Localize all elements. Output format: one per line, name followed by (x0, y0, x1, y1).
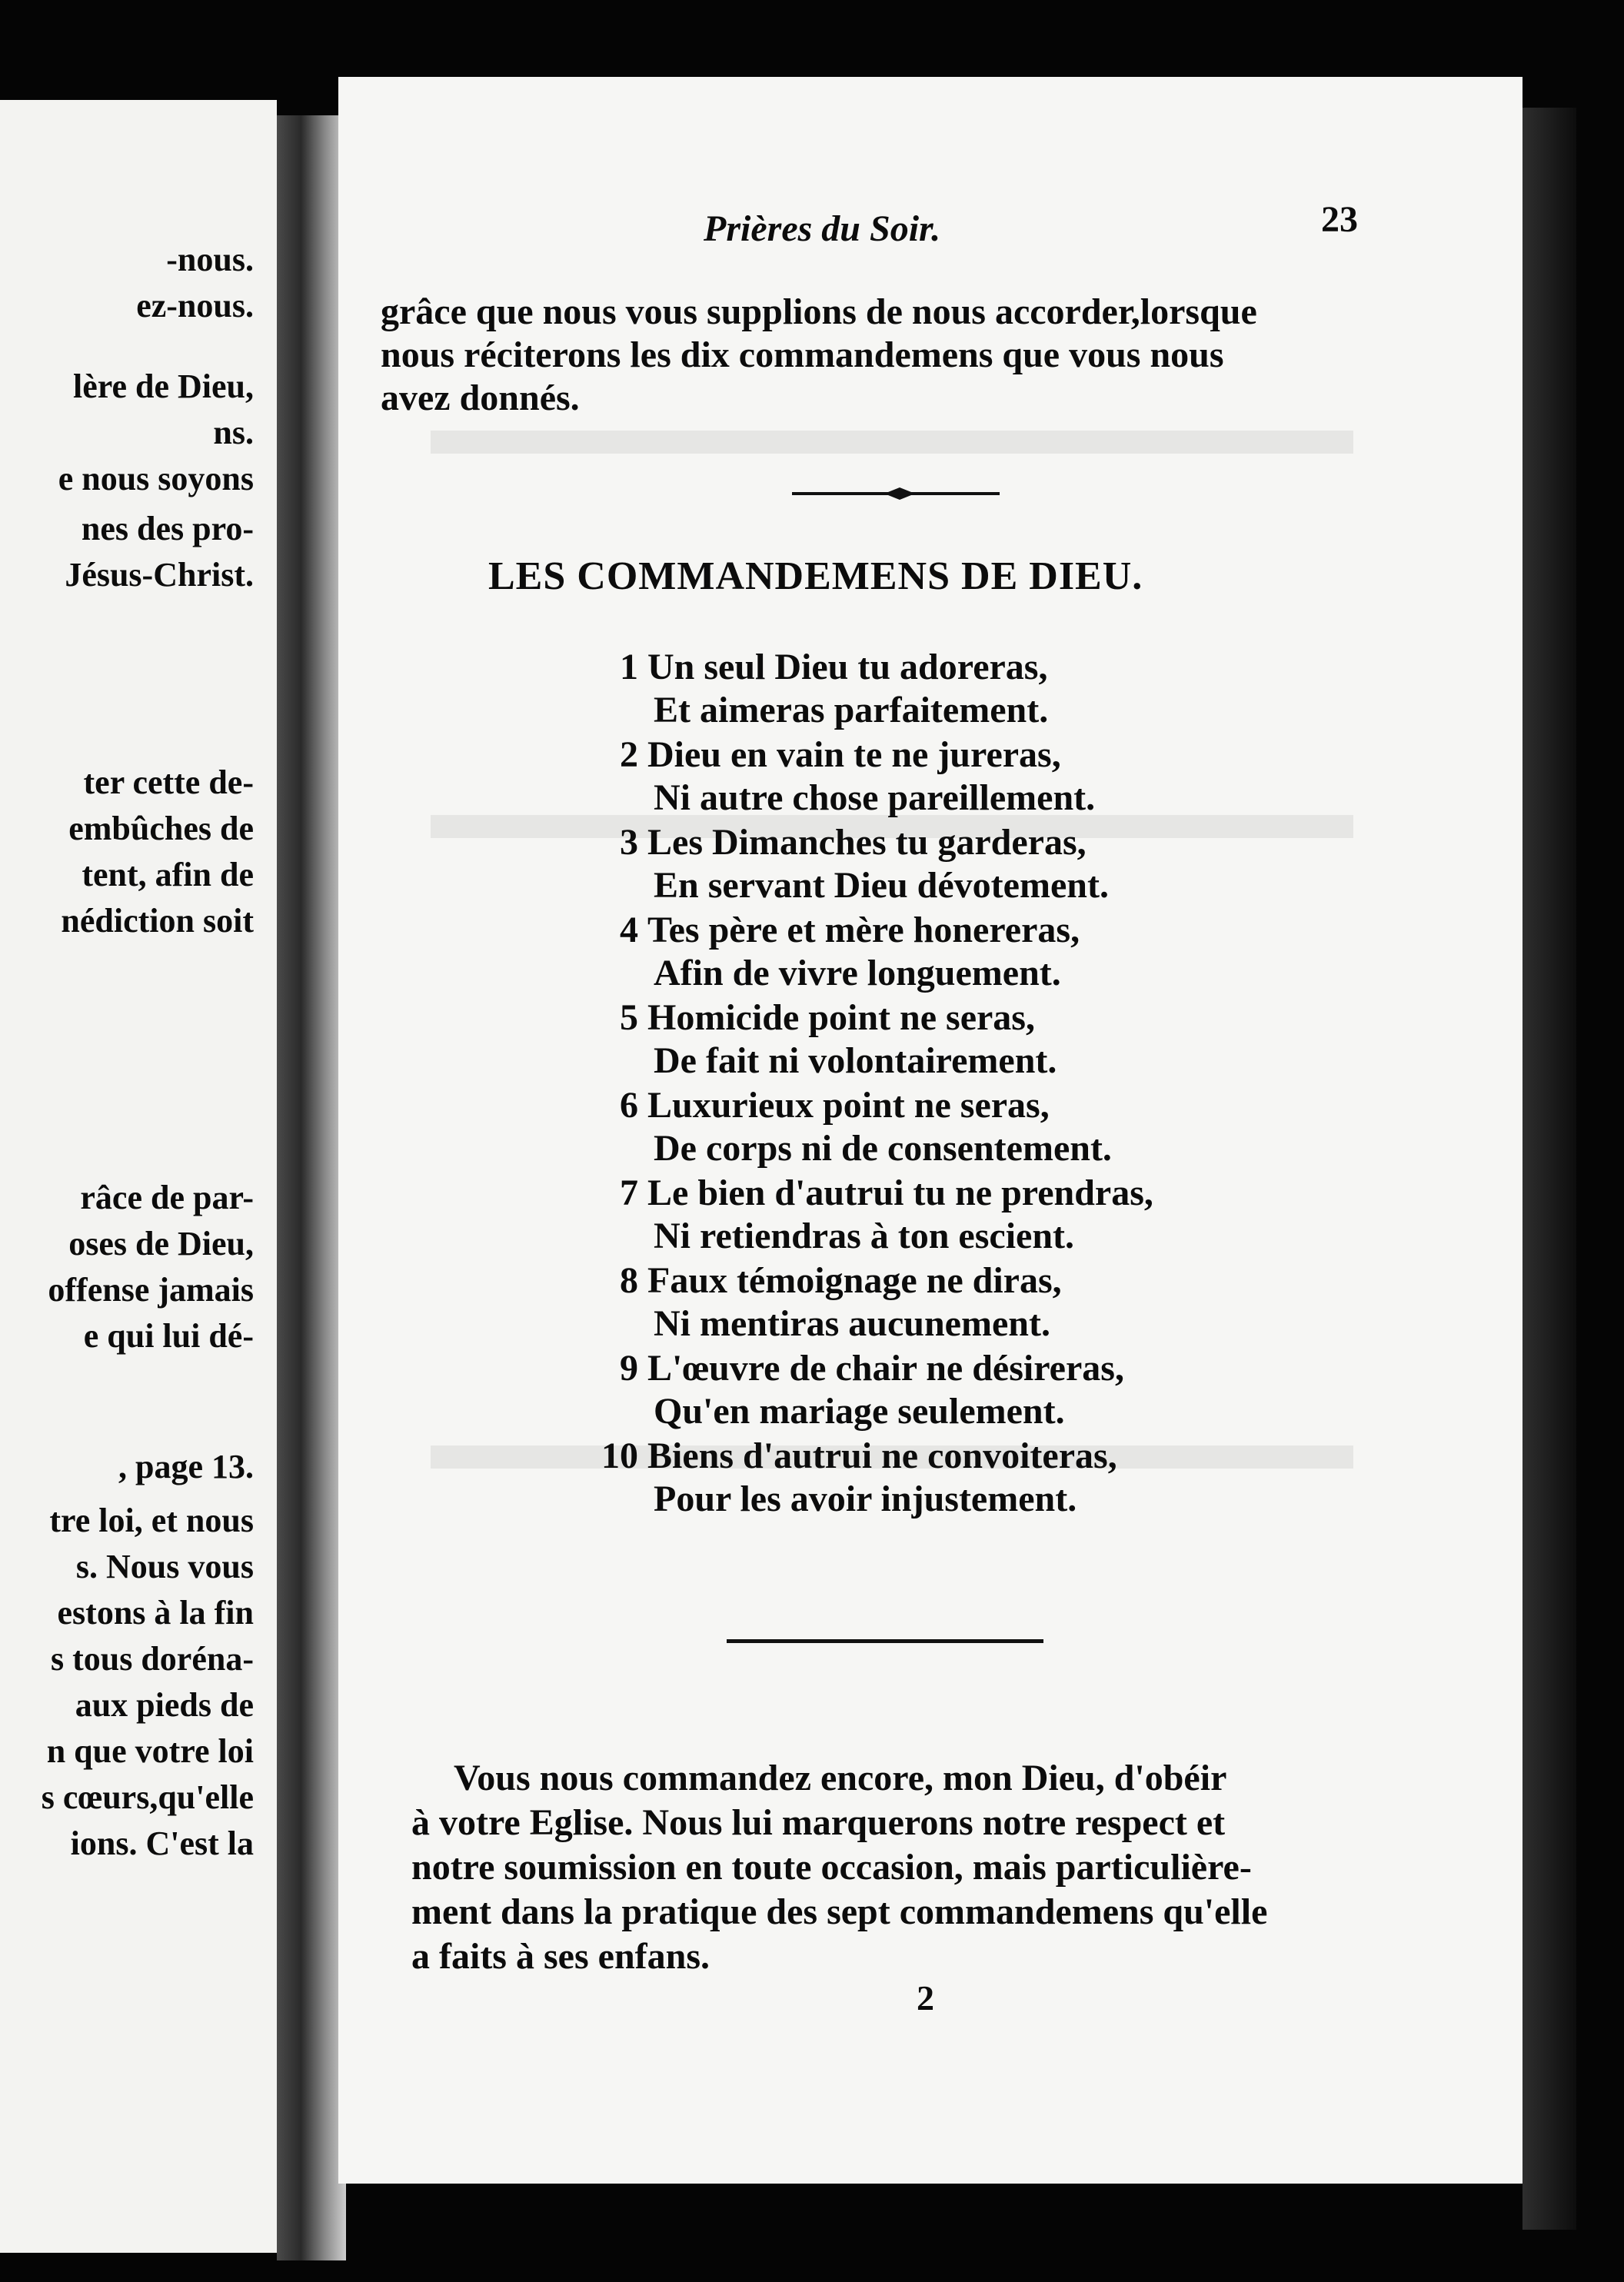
commandment-number: 2 (620, 734, 638, 775)
ornament-divider (792, 484, 1000, 503)
section-heading: LES COMMANDEMENS DE DIEU. (488, 554, 1143, 598)
left-page-line: embûches de (68, 810, 254, 847)
paragraph-line: à votre Eglise. Nous lui marquerons notre respect et (411, 1802, 1226, 1843)
left-page-line: e qui lui dé- (83, 1317, 254, 1355)
left-page-line: ter cette de- (83, 763, 254, 801)
commandment-item (592, 1172, 1361, 1259)
commandment-item (592, 909, 1361, 996)
commandment-line-1: Le bien d'autrui tu ne prendras, (647, 1173, 1153, 1213)
commandment-number: 9 (620, 1348, 638, 1389)
left-page-line: ions. C'est la (70, 1825, 254, 1862)
left-page-line: s. Nous vous (75, 1548, 254, 1585)
commandment-item (592, 646, 1361, 734)
left-page-line: offense jamais (48, 1271, 254, 1309)
left-page-line: , page 13. (118, 1448, 254, 1485)
show-through (431, 431, 1353, 454)
book-gutter (277, 115, 346, 2260)
page-number: 23 (1321, 199, 1358, 240)
left-page-line: tre loi, et nous (49, 1502, 254, 1539)
left-page-line: râce de par- (80, 1179, 254, 1216)
commandment-item (592, 734, 1361, 821)
left-page-line: e nous soyons (58, 460, 254, 497)
commandment-number: 10 (601, 1435, 638, 1476)
intro-line: nous réciterons les dix commandemens que vous nous (381, 334, 1224, 375)
left-page (0, 100, 277, 2253)
commandment-line-2: Et aimeras parfaitement. (654, 690, 1049, 730)
commandment-number: 7 (620, 1173, 638, 1213)
left-page-line: s cœurs,qu'elle (41, 1778, 254, 1816)
commandment-line-2: En servant Dieu dévotement. (654, 865, 1109, 906)
commandment-line-2: De corps ni de consentement. (654, 1128, 1112, 1169)
commandment-line-1: Les Dimanches tu garderas, (647, 822, 1087, 863)
commandment-number: 4 (620, 910, 638, 950)
commandment-line-2: Ni mentiras aucunement. (654, 1303, 1050, 1344)
commandment-number: 1 (620, 647, 638, 687)
commandment-item (592, 821, 1361, 909)
commandment-line-1: L'œuvre de chair ne désireras, (647, 1348, 1124, 1389)
commandment-line-2: Ni autre chose pareillement. (654, 777, 1096, 818)
paragraph-line: a faits à ses enfans. (411, 1936, 710, 1977)
commandment-line-1: Tes père et mère honereras, (647, 910, 1080, 950)
left-page-line: -nous. (166, 241, 254, 278)
commandment-item (592, 996, 1361, 1084)
commandment-item (592, 1259, 1361, 1347)
commandment-number: 8 (620, 1260, 638, 1301)
signature-mark: 2 (917, 1978, 934, 2018)
paragraph-line: notre soumission en toute occasion, mais particulière- (411, 1847, 1252, 1888)
commandment-line-2: Qu'en mariage seulement. (654, 1391, 1065, 1432)
left-page-line: n que votre loi (46, 1732, 254, 1770)
commandment-line-2: De fait ni volontairement. (654, 1040, 1057, 1081)
right-page-edge (1522, 108, 1576, 2230)
running-header-title: Prières du Soir. (704, 208, 941, 249)
commandment-number: 3 (620, 822, 638, 863)
left-page-line: nes des pro- (81, 510, 254, 547)
commandment-item (592, 1084, 1361, 1172)
divider-rule (727, 1639, 1043, 1643)
commandment-line-1: Luxurieux point ne seras, (647, 1085, 1050, 1126)
left-page-line: tent, afin de (82, 856, 254, 893)
commandment-number: 5 (620, 997, 638, 1038)
intro-line: grâce que nous vous supplions de nous accorder,lorsque (381, 291, 1257, 332)
intro-text (381, 291, 1380, 420)
paragraph-line: ment dans la pratique des sept commandemens qu'elle (411, 1891, 1268, 1932)
commandment-item (592, 1347, 1361, 1435)
commandment-line-2: Pour les avoir injustement. (654, 1479, 1077, 1519)
commandment-item (592, 1435, 1361, 1522)
commandment-line-1: Faux témoignage ne diras, (647, 1260, 1062, 1301)
commandment-line-2: Ni retiendras à ton escient. (654, 1216, 1075, 1256)
left-page-line: Jésus-Christ. (65, 556, 254, 594)
commandment-line-1: Biens d'autrui ne convoiteras, (647, 1435, 1117, 1476)
commandment-line-1: Un seul Dieu tu adoreras, (647, 647, 1048, 687)
closing-paragraph (411, 1756, 1419, 1979)
intro-line: avez donnés. (381, 378, 580, 418)
commandment-line-2: Afin de vivre longuement. (654, 953, 1061, 993)
commandment-line-1: Dieu en vain te ne jureras, (647, 734, 1061, 775)
paragraph-line: Vous nous commandez encore, mon Dieu, d'obéir (454, 1758, 1227, 1798)
left-page-line: s tous doréna- (50, 1640, 254, 1678)
left-page-line: oses de Dieu, (68, 1225, 254, 1262)
left-page-line: lère de Dieu, (72, 368, 254, 405)
commandments-list (592, 646, 1361, 1522)
left-page-line: aux pieds de (75, 1686, 254, 1724)
left-page-line: estons à la fin (57, 1594, 254, 1632)
left-page-line: nédiction soit (61, 902, 254, 940)
left-page-line: ns. (213, 414, 254, 451)
left-page-line: ez-nous. (136, 287, 254, 324)
commandment-number: 6 (620, 1085, 638, 1126)
commandment-line-1: Homicide point ne seras, (647, 997, 1035, 1038)
